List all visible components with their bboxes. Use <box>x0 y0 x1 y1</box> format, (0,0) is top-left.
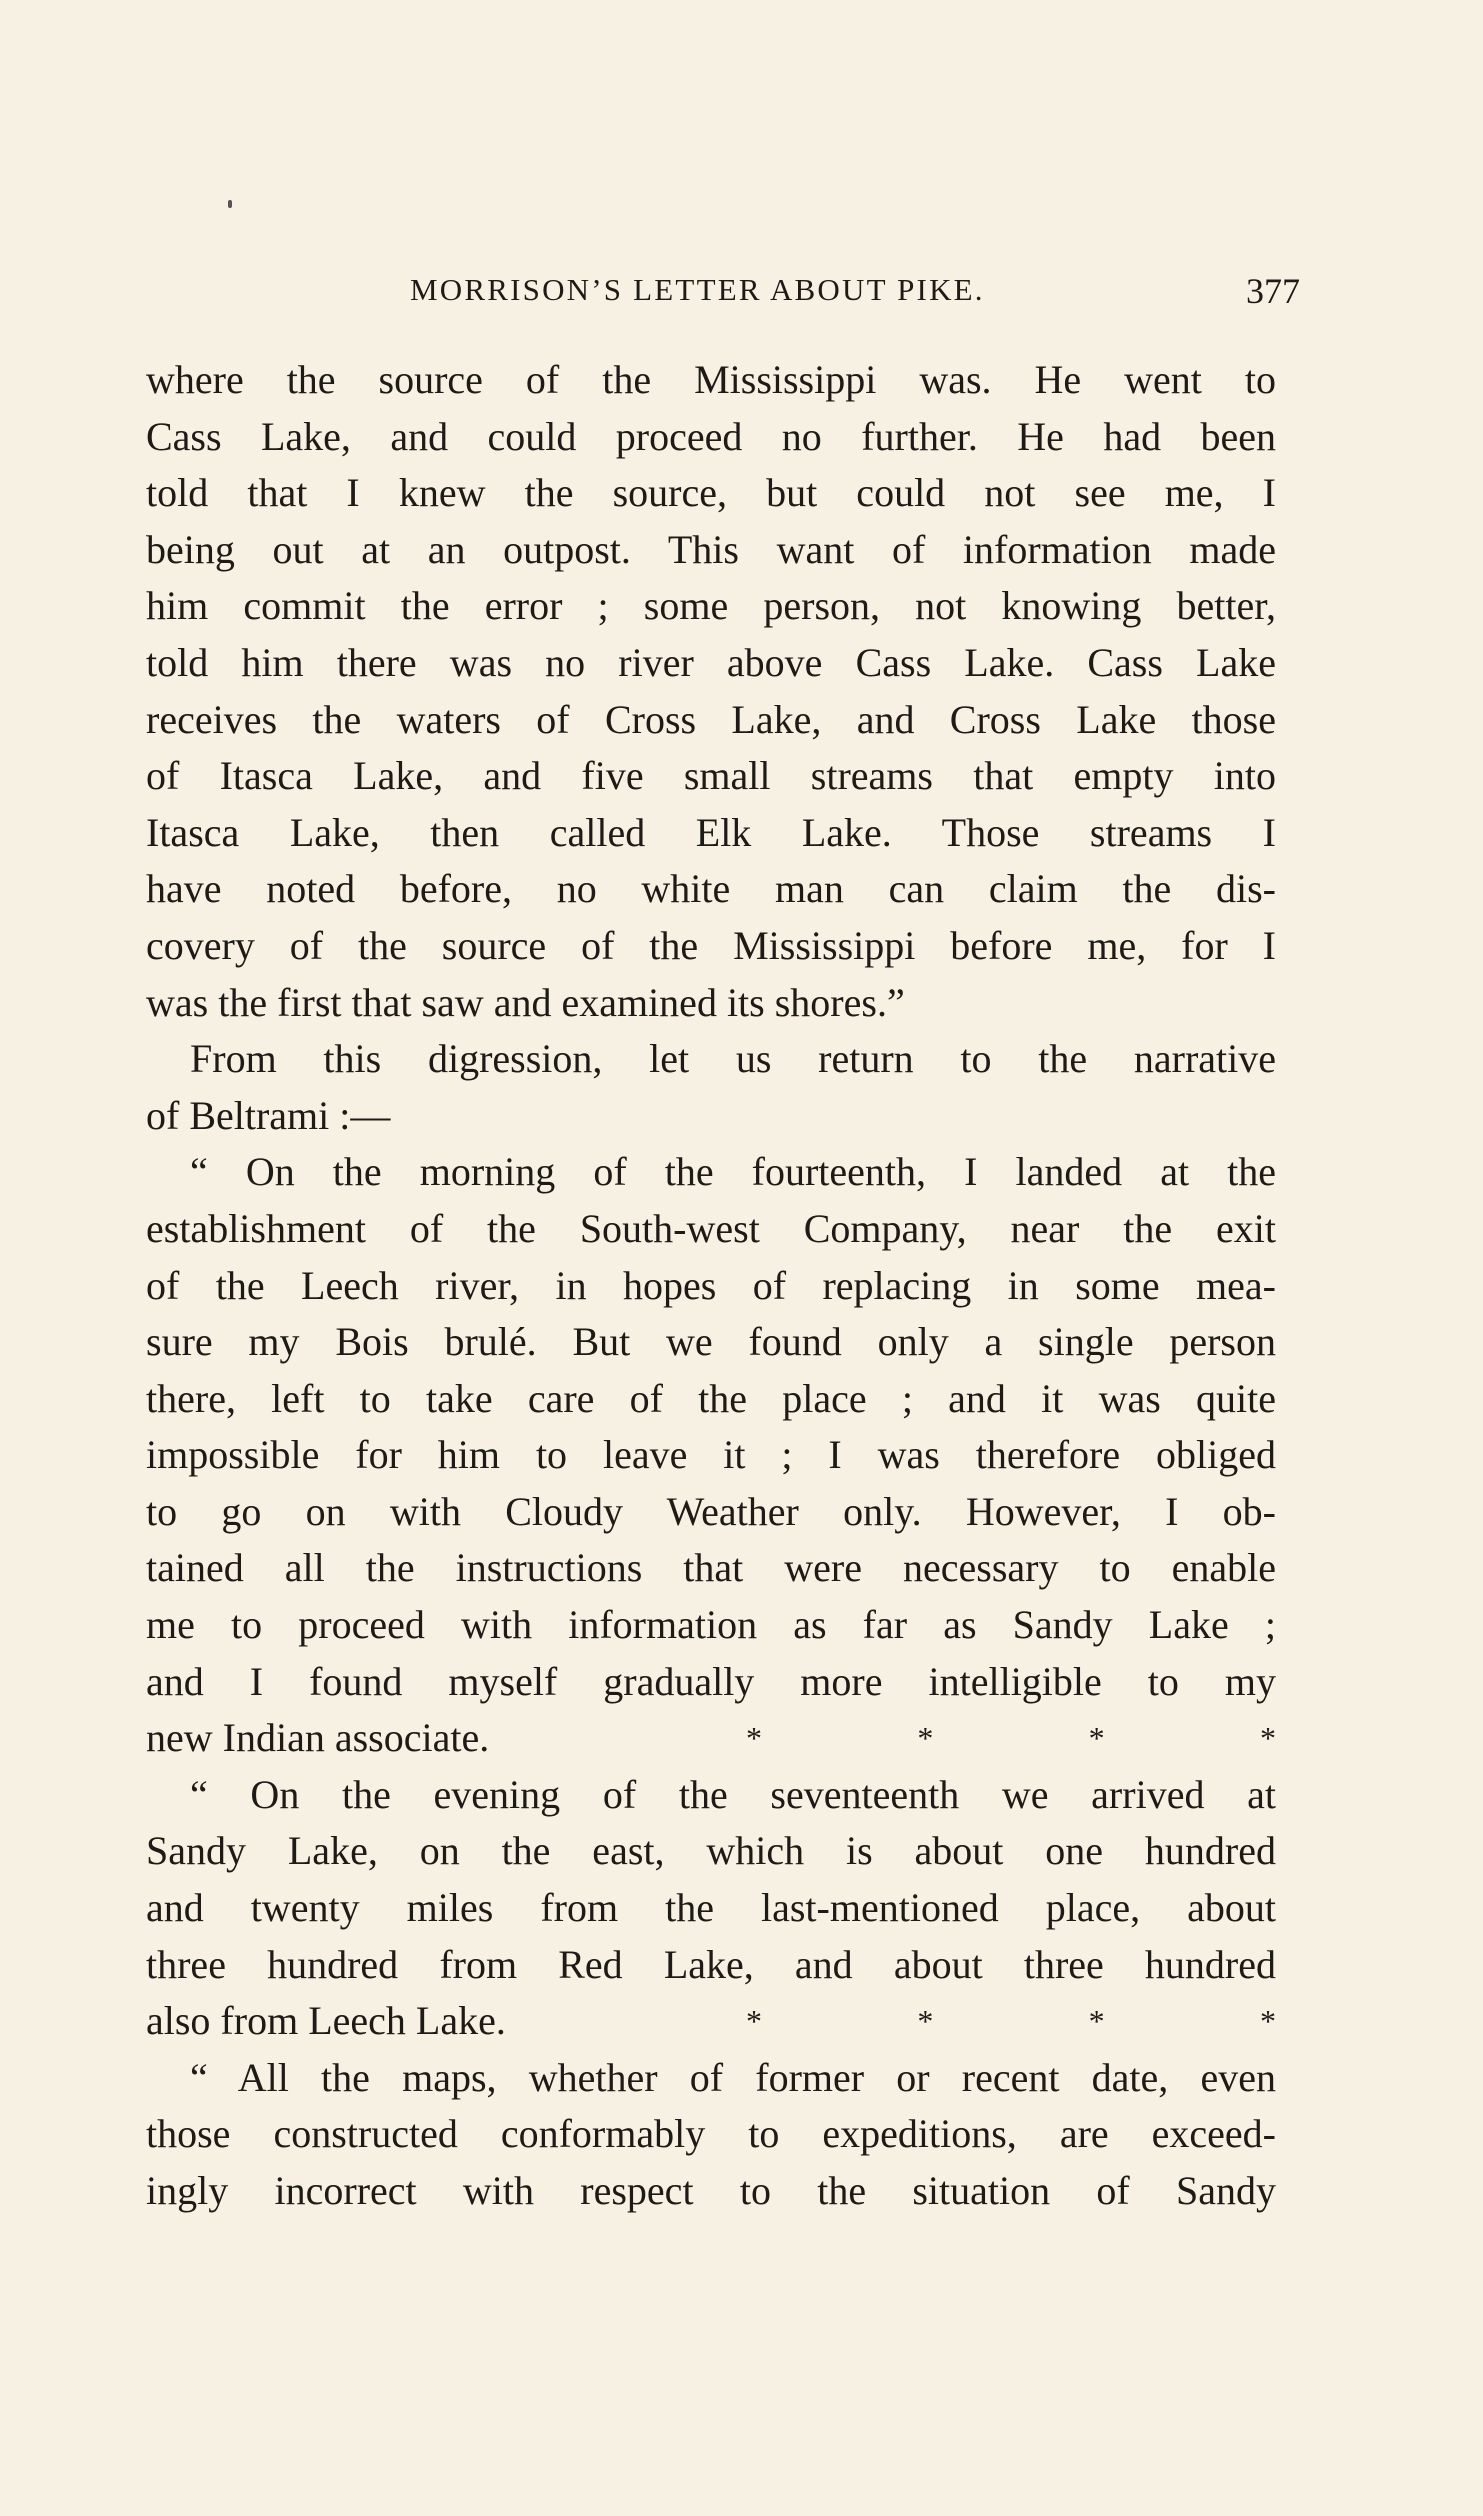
text-line: being out at an outpost. This want of information made <box>146 526 1276 572</box>
text-line: have noted before, no white man can claim the dis- <box>146 866 1276 912</box>
text-line <box>146 1993 1276 2050</box>
text-line: of Beltrami :— <box>146 1092 391 1138</box>
text-line: From this digression, let us return to the narrative <box>190 1036 1276 1082</box>
asterism <box>746 1993 1276 2050</box>
text-line: told that I knew the source, but could not see me, I <box>146 470 1276 516</box>
text-line-words: new Indian associate. <box>146 1715 490 1761</box>
text-line: of the Leech river, in hopes of replacing in some mea- <box>146 1262 1276 1308</box>
text-line: ingly incorrect with respect to the situation of Sandy <box>146 2168 1276 2213</box>
text-line: covery of the source of the Mississippi before me, for I <box>146 922 1276 968</box>
asterisk: * <box>1088 1720 1105 1757</box>
text-line: those constructed conformably to expeditions, are exceed- <box>146 2111 1276 2157</box>
text-line: and I found myself gradually more intelligible to my <box>146 1658 1276 1704</box>
text-line: sure my Bois brulé. But we found only a single person <box>146 1319 1276 1365</box>
asterisk: * <box>1259 2003 1276 2040</box>
text-line: was the first that saw and examined its shores.” <box>146 979 905 1025</box>
body-text <box>146 352 1276 2220</box>
text-line: me to proceed with information as far as Sandy Lake ; <box>146 1602 1276 1648</box>
text-line: tained all the instructions that were necessary to enable <box>146 1545 1276 1591</box>
asterisk: * <box>746 2003 762 2040</box>
text-line: impossible for him to leave it ; I was therefore obliged <box>146 1432 1276 1478</box>
text-line <box>146 1710 1276 1767</box>
asterisk: * <box>917 2003 934 2040</box>
text-line: Itasca Lake, then called Elk Lake. Those streams I <box>146 809 1276 855</box>
page-number: 377 <box>1246 271 1300 311</box>
asterisk: * <box>917 1720 934 1757</box>
ink-speck <box>228 200 232 208</box>
text-line: there, left to take care of the place ; and it was quite <box>146 1375 1276 1421</box>
text-line: establishment of the South-west Company, near the exit <box>146 1205 1276 1251</box>
running-head <box>0 272 1483 312</box>
text-line-words: also from Leech Lake. <box>146 1998 506 2044</box>
text-line: where the source of the Mississippi was. He went to <box>146 357 1276 402</box>
text-line: Sandy Lake, on the east, which is about one hundred <box>146 1828 1276 1874</box>
asterisk: * <box>746 1720 762 1757</box>
text-line: to go on with Cloudy Weather only. However, I ob- <box>146 1488 1276 1534</box>
text-line: “ All the maps, whether of former or recent date, even <box>190 2054 1276 2100</box>
text-line: receives the waters of Cross Lake, and Cross Lake those <box>146 696 1276 742</box>
asterisk: * <box>1088 2003 1105 2040</box>
text-line: of Itasca Lake, and five small streams that empty into <box>146 753 1276 799</box>
text-line: Cass Lake, and could proceed no further. He had been <box>146 413 1276 459</box>
asterisk: * <box>1259 1720 1276 1757</box>
text-line: him commit the error ; some person, not knowing better, <box>146 583 1276 629</box>
text-line: “ On the morning of the fourteenth, I landed at the <box>190 1149 1276 1195</box>
text-line: told him there was no river above Cass Lake. Cass Lake <box>146 639 1276 685</box>
asterism <box>746 1710 1276 1767</box>
text-line: and twenty miles from the last-mentioned place, about <box>146 1885 1276 1931</box>
running-title: MORRISON’S LETTER ABOUT PIKE. <box>410 272 985 307</box>
text-line: three hundred from Red Lake, and about three hundred <box>146 1941 1276 1987</box>
text-line: “ On the evening of the seventeenth we arrived at <box>190 1771 1276 1817</box>
